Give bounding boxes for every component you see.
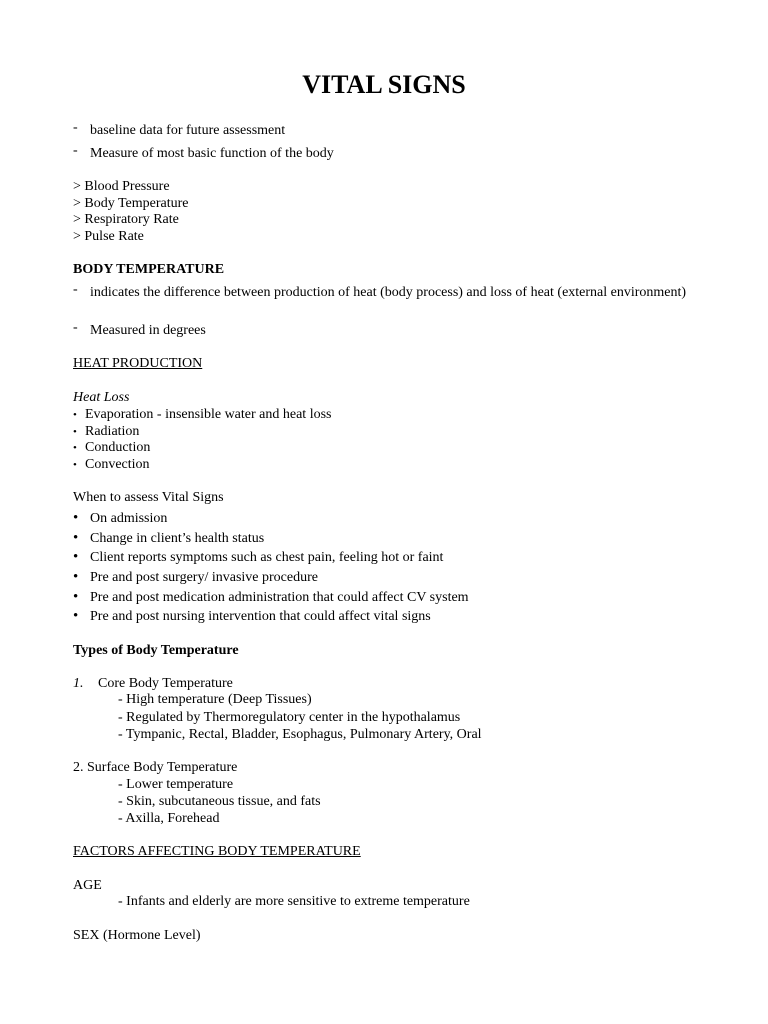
heat-loss-item-text: Conduction [85,440,151,455]
assess-heading: When to assess Vital Signs [73,490,224,505]
dash-mark: - [73,143,78,158]
assess-item [73,607,431,626]
dash-mark: - [73,120,78,135]
factor-age-label: AGE [73,878,102,893]
bullet-icon: • [73,608,79,624]
assess-item [73,529,264,548]
heat-loss-heading: Heat Loss [73,390,130,405]
assess-item-text: Pre and post nursing intervention that could affect vital signs [90,609,431,624]
assess-item [73,588,469,607]
core-temperature-label [73,675,233,692]
body-temperature-point [73,284,696,301]
assess-item [73,548,443,567]
assess-item-text: Pre and post surgery/ invasive procedure [90,570,318,585]
bullet-icon: • [73,426,77,438]
bullet-icon: • [73,530,79,546]
assess-item-text: Client reports symptoms such as chest pain, feeling hot or faint [90,550,444,565]
vital-list-item: > Body Temperature [73,196,189,211]
dash-mark: - [73,320,78,335]
surface-detail: - Skin, subcutaneous tissue, and fats [118,794,321,809]
factors-heading: FACTORS AFFECTING BODY TEMPERATURE [73,844,361,859]
heat-loss-item-text: Radiation [85,424,140,439]
heat-loss-item-text: Evaporation - insensible water and heat loss [85,407,332,422]
factor-sex-label: SEX (Hormone Level) [73,928,201,943]
bullet-icon: • [73,549,79,565]
heat-loss-item [73,456,150,474]
factor-age-detail: - Infants and elderly are more sensitive to extreme temperature [118,894,470,909]
heat-loss-item [73,406,331,424]
heat-loss-item-text: Convection [85,457,150,472]
page-title: VITAL SIGNS [302,70,466,99]
vital-list-item: > Respiratory Rate [73,212,179,227]
assess-item-text: Pre and post medication administration that could affect CV system [90,590,469,605]
heat-loss-item [73,439,150,457]
core-detail: - Regulated by Thermoregulatory center in the hypothalamus [118,710,461,725]
dash-mark: - [73,282,78,297]
body-temperature-point-text: indicates the difference between production of heat (body process) and loss of heat (external environment) [90,285,687,300]
body-temperature-heading: BODY TEMPERATURE [73,262,225,277]
intro-point [73,145,696,162]
surface-detail: - Lower temperature [118,777,234,792]
bullet-icon: • [73,459,77,471]
surface-detail: - Axilla, Forehead [118,811,220,826]
body-temperature-point-text: Measured in degrees [90,323,206,338]
intro-point-text: baseline data for future assessment [90,123,286,138]
bullet-icon: • [73,442,77,454]
core-detail: - Tympanic, Rectal, Bladder, Esophagus, Pulmonary Artery, Oral [118,727,482,742]
core-temperature-text: Core Body Temperature [98,676,233,691]
vital-list-item: > Blood Pressure [73,179,170,194]
assess-item-text: Change in client’s health status [90,531,265,546]
body-temperature-point [73,322,696,339]
list-number: 1. [73,676,84,691]
types-heading: Types of Body Temperature [73,643,239,658]
assess-item [73,568,318,587]
bullet-icon: • [73,409,77,421]
vital-list-item: > Pulse Rate [73,229,144,244]
core-detail: - High temperature (Deep Tissues) [118,692,312,707]
bullet-icon: • [73,510,79,526]
surface-temperature-label: 2. Surface Body Temperature [73,760,238,775]
assess-item-text: On admission [90,511,168,526]
intro-point [73,122,696,139]
bullet-icon: • [73,569,79,585]
bullet-icon: • [73,589,79,605]
heat-production-heading: HEAT PRODUCTION [73,356,203,371]
assess-item [73,509,167,528]
intro-point-text: Measure of most basic function of the body [90,146,334,161]
